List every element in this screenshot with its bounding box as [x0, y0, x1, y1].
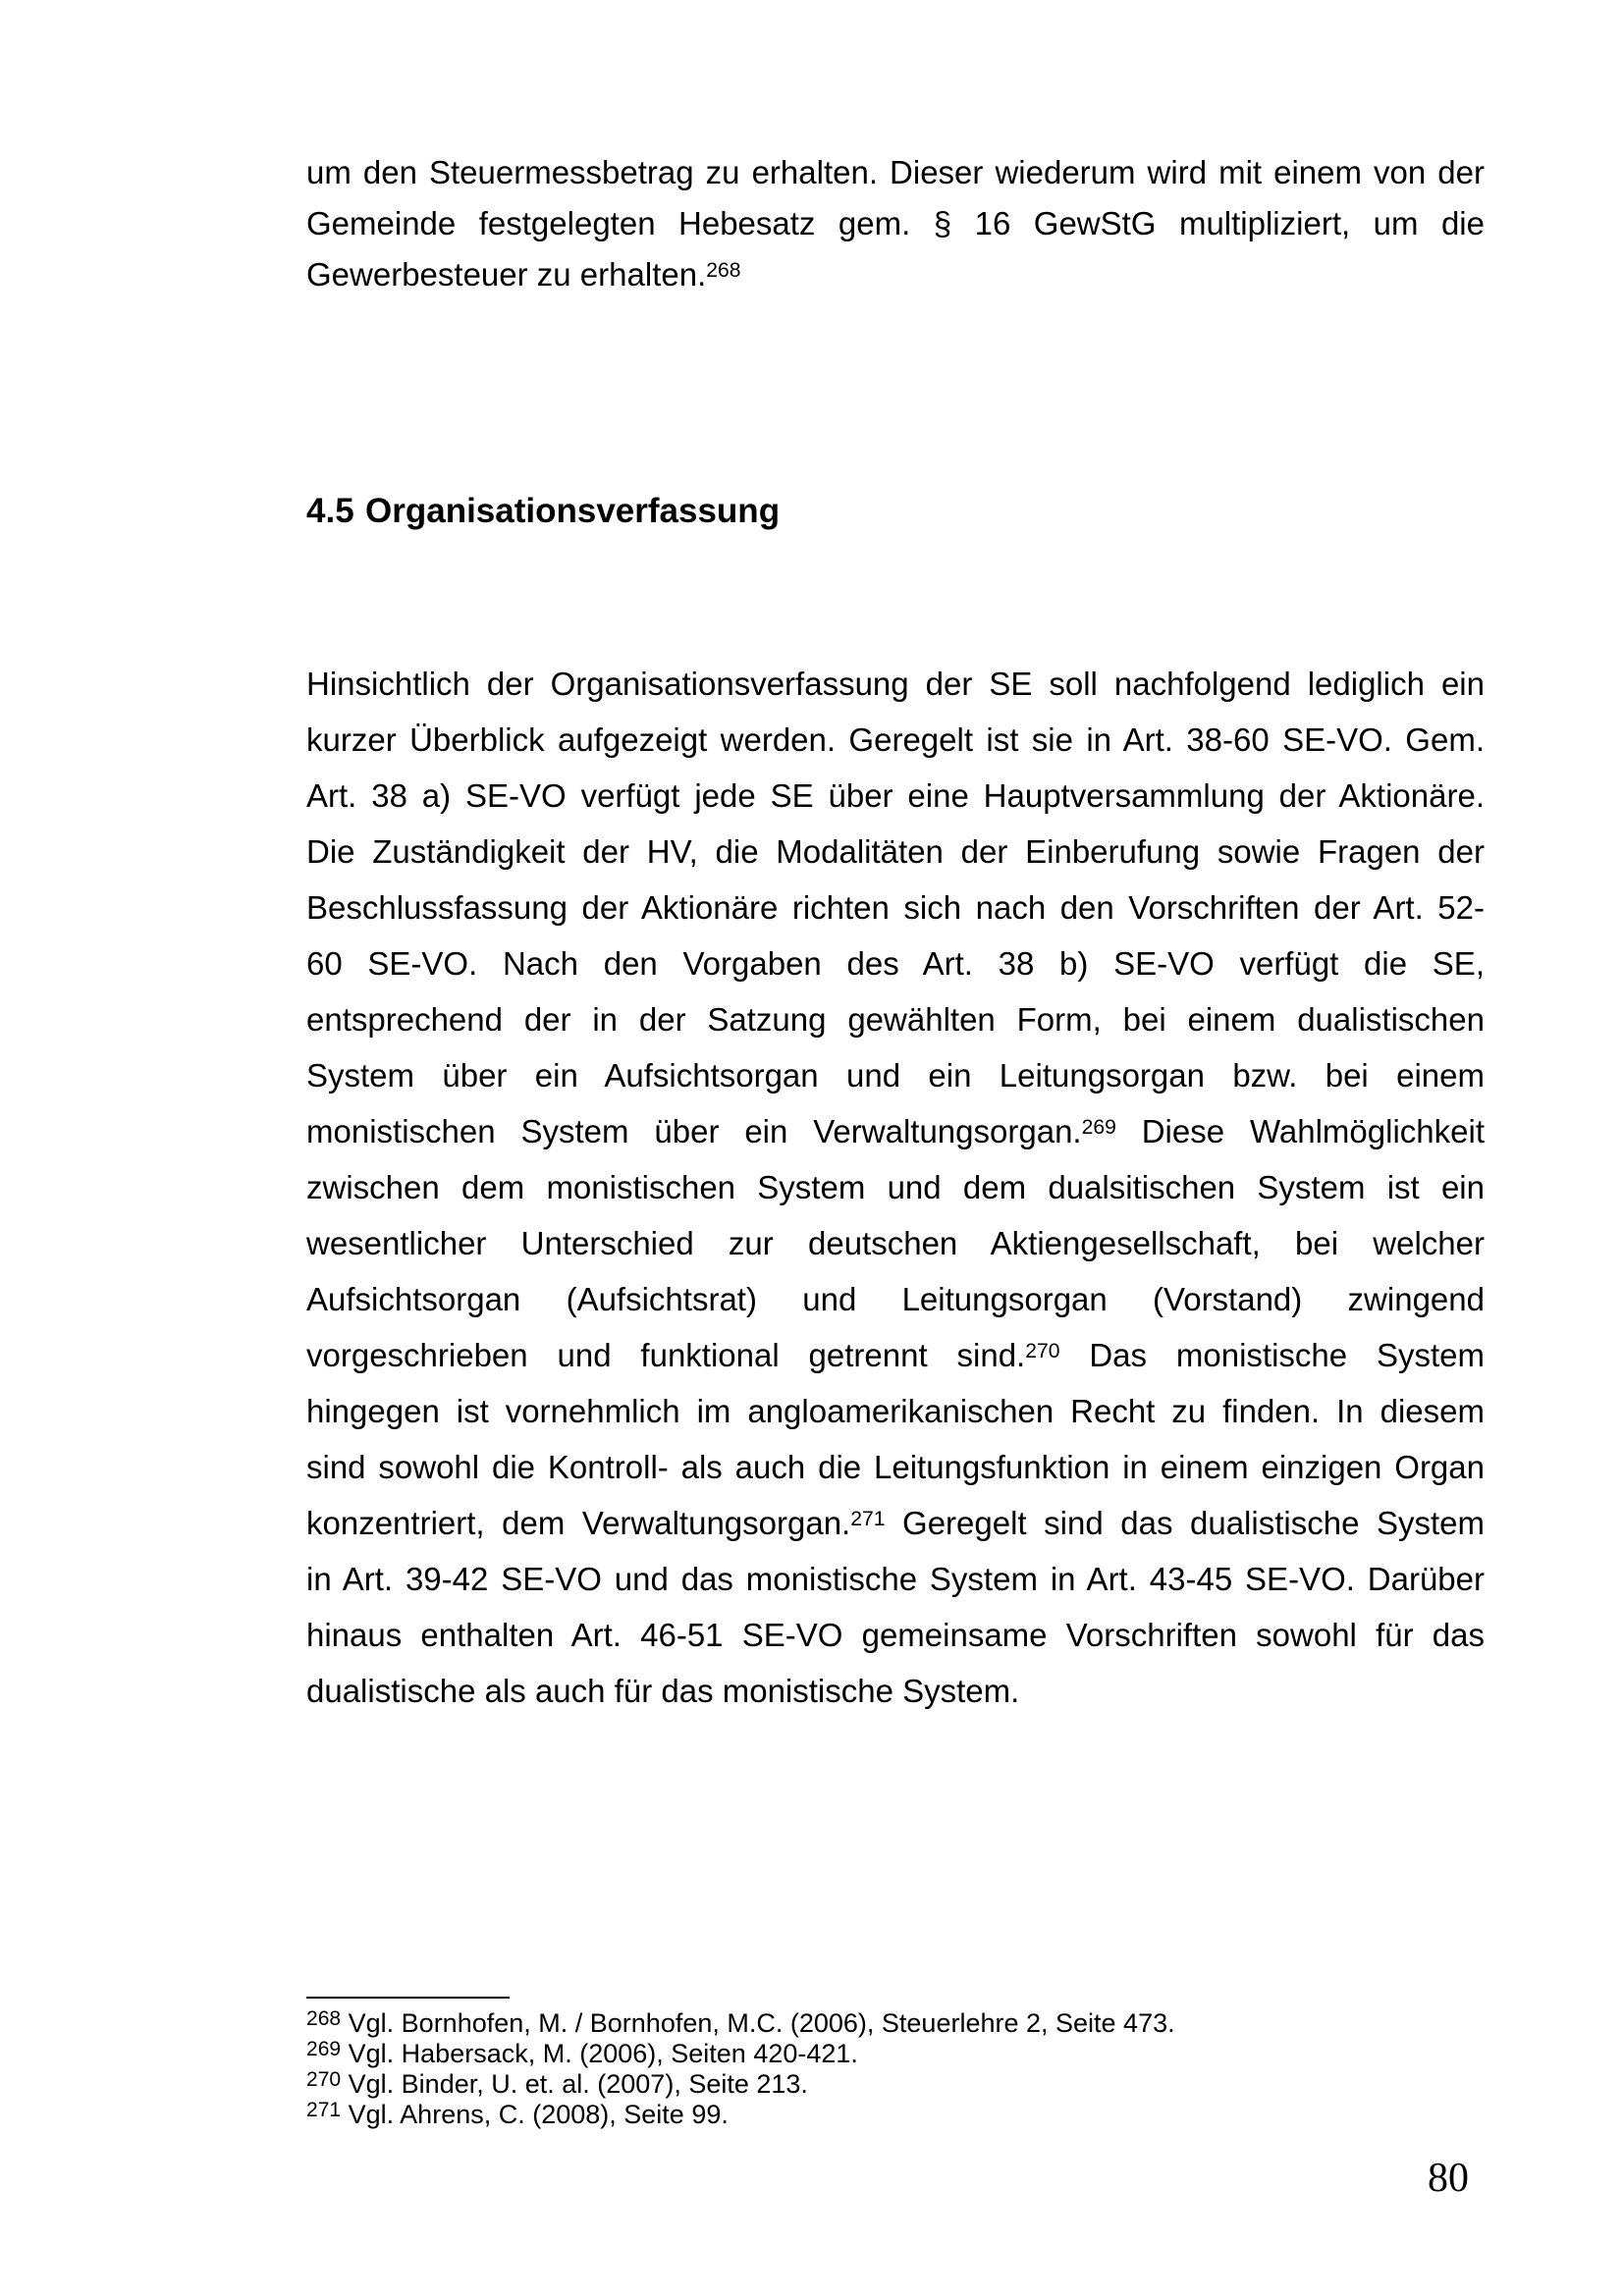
text-line: kurzer Überblick aufgezeigt werden. Geregelt ist sie in Art. 38-60 SE-VO. Gem.	[306, 721, 1485, 758]
footnote-item	[306, 2039, 1485, 2069]
footnote-ref: 268	[306, 2006, 342, 2030]
footnote-text: Vgl. Ahrens, C. (2008), Seite 99.	[348, 2100, 729, 2129]
text-line: zwischen dem monistischen System und dem dualsitischen System ist ein	[306, 1169, 1485, 1205]
footnote-item	[306, 2069, 1485, 2100]
text-line: System über ein Aufsichtsorgan und ein Leitungsorgan bzw. bei einem	[306, 1057, 1485, 1094]
section-heading	[306, 486, 1485, 537]
text-line: entsprechend der in der Satzung gewählten Form, bei einem dualistischen	[306, 1001, 1485, 1038]
text-line: konzentriert, dem Verwaltungsorgan.$^{271}$ Geregelt sind das dualistische System	[306, 1505, 1485, 1541]
footnote-marker: 269	[1081, 1116, 1116, 1140]
text-line: Beschlussfassung der Aktionäre richten sich nach den Vorschriften der Art. 52-	[306, 889, 1485, 926]
intro-paragraph	[306, 147, 1485, 300]
text-line: vorgeschrieben und funktional getrennt sind.$^{270}$ Das monistische System	[306, 1337, 1485, 1373]
text-line: Die Zuständigkeit der HV, die Modalitäten der Einberufung sowie Fragen der	[306, 833, 1485, 870]
footnote-marker: 270	[1025, 1340, 1060, 1363]
text-line: in Art. 39-42 SE-VO und das monistische System in Art. 43-45 SE-VO. Darüber	[306, 1561, 1485, 1597]
text-line: Gemeinde festgelegten Hebesatz gem. § 16 GewStG multipliziert, um die	[306, 205, 1485, 241]
page-number: 80	[1428, 2156, 1469, 2201]
section-heading-title: Organisationsverfassung	[365, 492, 781, 530]
text-line: hingegen ist vornehmlich im angloamerikanischen Recht zu finden. In diesem	[306, 1393, 1485, 1429]
body-paragraph	[306, 656, 1485, 1719]
text-line: dualistische als auch für das monistische System.	[306, 1673, 1020, 1709]
footnote-ref: 269	[306, 2037, 342, 2060]
footnote-item	[306, 2008, 1485, 2039]
text-line: Art. 38 a) SE-VO verfügt jede SE über eine Hauptversammlung der Aktionäre.	[306, 777, 1485, 814]
footnote-list	[306, 2008, 1485, 2130]
text-line: monistischen System über ein Verwaltungsorgan.$^{269}$ Diese Wahlmöglichkeit	[306, 1113, 1485, 1149]
footnote-ref: 271	[306, 2098, 342, 2121]
footnote-text: Vgl. Bornhofen, M. / Bornhofen, M.C. (2006), Steuerlehre 2, Seite 473.	[348, 2008, 1175, 2038]
text-line: Hinsichtlich der Organisationsverfassung der SE soll nachfolgend lediglich ein	[306, 666, 1485, 702]
text-line: sind sowohl die Kontroll- als auch die Leitungsfunktion in einem einzigen Organ	[306, 1449, 1485, 1485]
text-line: Gewerbesteuer zu erhalten.$^{268}$	[306, 256, 741, 293]
footnote-ref: 270	[306, 2067, 342, 2091]
text-line: hinaus enthalten Art. 46-51 SE-VO gemeinsame Vorschriften sowohl für das	[306, 1617, 1485, 1653]
footnote-text: Vgl. Habersack, M. (2006), Seiten 420-421.	[348, 2039, 858, 2068]
footnote-marker: 268	[706, 259, 741, 283]
footnote-text: Vgl. Binder, U. et. al. (2007), Seite 213.	[348, 2069, 808, 2099]
text-line: Aufsichtsorgan (Aufsichtsrat) und Leitungsorgan (Vorstand) zwingend	[306, 1281, 1485, 1317]
footnote-separator	[306, 1997, 510, 1999]
text-line: um den Steuermessbetrag zu erhalten. Dieser wiederum wird mit einem von der	[306, 154, 1485, 190]
footnote-item	[306, 2100, 1485, 2130]
text-line: wesentlicher Unterschied zur deutschen Aktiengesellschaft, bei welcher	[306, 1225, 1485, 1261]
footnote-marker: 271	[850, 1508, 886, 1531]
section-heading-number: 4.5	[306, 492, 354, 530]
text-line: 60 SE-VO. Nach den Vorgaben des Art. 38 b) SE-VO verfügt die SE,	[306, 945, 1485, 982]
